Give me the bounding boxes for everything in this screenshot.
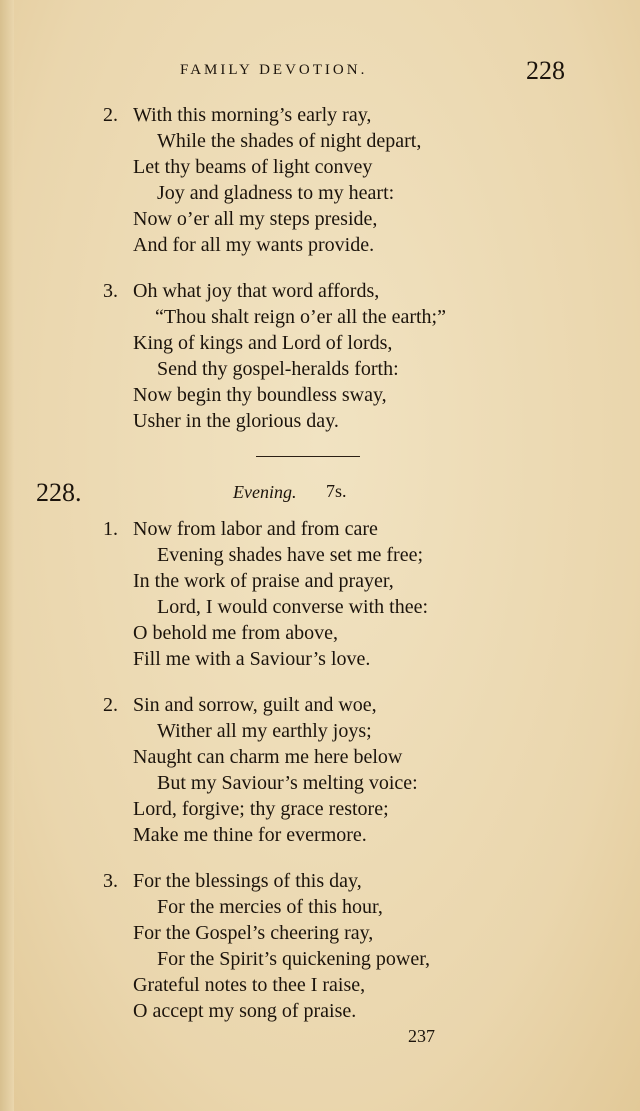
verse-line: Naught can charm me here below (133, 746, 403, 768)
running-head: FAMILY DEVOTION. (180, 62, 368, 78)
verse-line: Now o’er all my steps preside, (133, 208, 378, 230)
verse-line: Now from labor and from care (133, 518, 378, 540)
verse-line: Make me thine for evermore. (133, 824, 367, 846)
verse-line: For the Spirit’s quickening power, (157, 948, 431, 970)
verse-line: Lord, I would converse with thee: (157, 596, 429, 618)
verse-line: In the work of praise and prayer, (133, 570, 394, 592)
section-divider (256, 456, 360, 457)
page-folio: 237 (408, 1026, 435, 1046)
verse-line: Wither all my earthly joys; (157, 720, 372, 742)
verse-line: Usher in the glorious day. (133, 410, 339, 432)
hymn-meter: 7s. (326, 481, 347, 501)
verse-number: 3. (103, 280, 118, 302)
page-number: 228 (526, 56, 565, 85)
verse-line: Evening shades have set me free; (157, 544, 424, 566)
page-edge (0, 0, 14, 1111)
verse-line: For the mercies of this hour, (157, 896, 383, 918)
hymn-number: 228. (36, 478, 82, 507)
verse-number: 1. (103, 518, 118, 540)
verse-number: 2. (103, 104, 118, 126)
verse-line: “Thou shalt reign o’er all the earth;” (155, 306, 446, 328)
verse-line: While the shades of night depart, (157, 130, 422, 152)
verse-line: For the Gospel’s cheering ray, (133, 922, 374, 944)
verse-line: Send thy gospel-heralds forth: (157, 358, 399, 380)
verse-line: Let thy beams of light convey (133, 156, 373, 178)
verse-line: And for all my wants provide. (133, 234, 375, 256)
verse-line: Fill me with a Saviour’s love. (133, 648, 371, 670)
verse-line: Lord, forgive; thy grace restore; (133, 798, 389, 820)
verse-line: But my Saviour’s melting voice: (157, 772, 418, 794)
verse-line: Sin and sorrow, guilt and woe, (133, 694, 377, 716)
verse-line: O accept my song of praise. (133, 1000, 357, 1022)
verse-line: Joy and gladness to my heart: (157, 182, 395, 204)
verse-line: Oh what joy that word affords, (133, 280, 380, 302)
hymn-title: Evening. (233, 482, 297, 502)
verse-line: With this morning’s early ray, (133, 104, 372, 126)
verse-number: 2. (103, 694, 118, 716)
verse-line: King of kings and Lord of lords, (133, 332, 393, 354)
verse-line: For the blessings of this day, (133, 870, 362, 892)
verse-line: Now begin thy boundless sway, (133, 384, 387, 406)
verse-line: Grateful notes to thee I raise, (133, 974, 366, 996)
verse-number: 3. (103, 870, 118, 892)
verse-line: O behold me from above, (133, 622, 338, 644)
